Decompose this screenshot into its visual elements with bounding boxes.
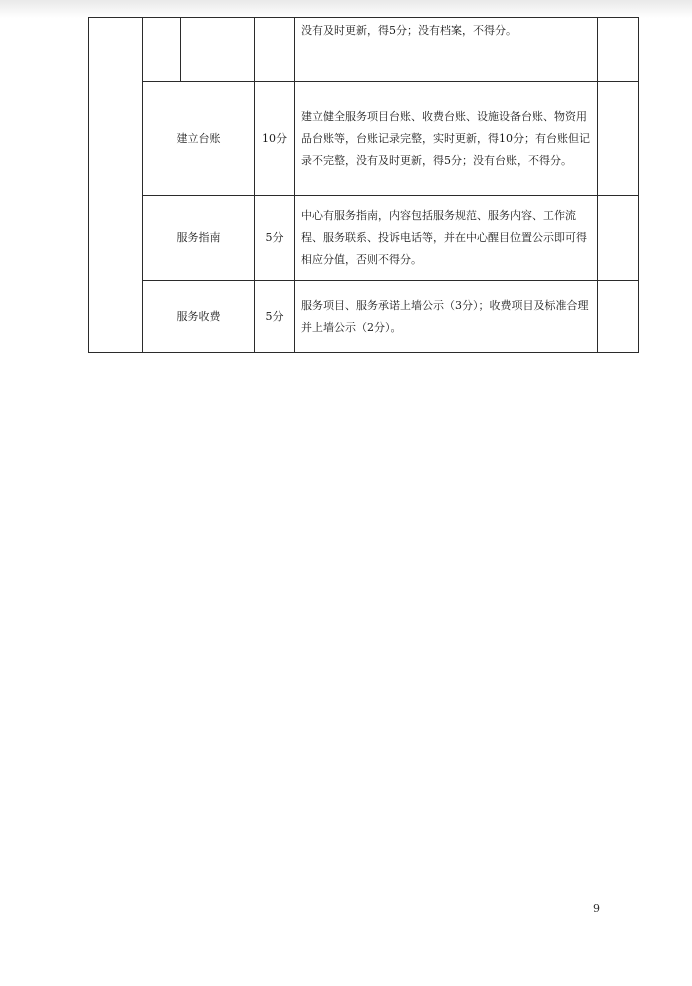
remark-cell xyxy=(598,281,639,353)
scoring-table xyxy=(88,17,639,353)
remark-cell xyxy=(598,18,639,82)
item-criteria: 建立健全服务项目台账、收费台账、设施设备台账、物资用品台账等，台账记录完整，实时更新，得10分；有台账但记录不完整，没有及时更新，得5分；没有台账，不得分。 xyxy=(295,82,598,196)
page-number: 9 xyxy=(593,902,600,915)
score-cell xyxy=(255,18,295,82)
table-row xyxy=(89,18,639,82)
item-score: 5分 xyxy=(255,281,295,353)
item-score: 5分 xyxy=(255,196,295,281)
inner-divider xyxy=(180,18,181,81)
item-name: 建立台账 xyxy=(143,82,255,196)
category-cell xyxy=(89,18,143,353)
item-name: 服务收费 xyxy=(143,281,255,353)
item-name: 服务指南 xyxy=(143,196,255,281)
item-criteria: 中心有服务指南，内容包括服务规范、服务内容、工作流程、服务联系、投诉电话等，并在中心醒目位置公示即可得相应分值，否则不得分。 xyxy=(295,196,598,281)
criteria-cell: 没有及时更新，得5分；没有档案，不得分。 xyxy=(295,18,598,82)
remark-cell xyxy=(598,82,639,196)
item-criteria: 服务项目、服务承诺上墙公示（3分）；收费项目及标准合理并上墙公示（2分）。 xyxy=(295,281,598,353)
item-score: 10分 xyxy=(255,82,295,196)
table-row xyxy=(89,281,639,353)
table-row xyxy=(89,82,639,196)
item-cell-split xyxy=(143,18,254,81)
scan-shadow xyxy=(0,0,692,18)
remark-cell xyxy=(598,196,639,281)
table-row xyxy=(89,196,639,281)
item-cell xyxy=(143,18,255,82)
